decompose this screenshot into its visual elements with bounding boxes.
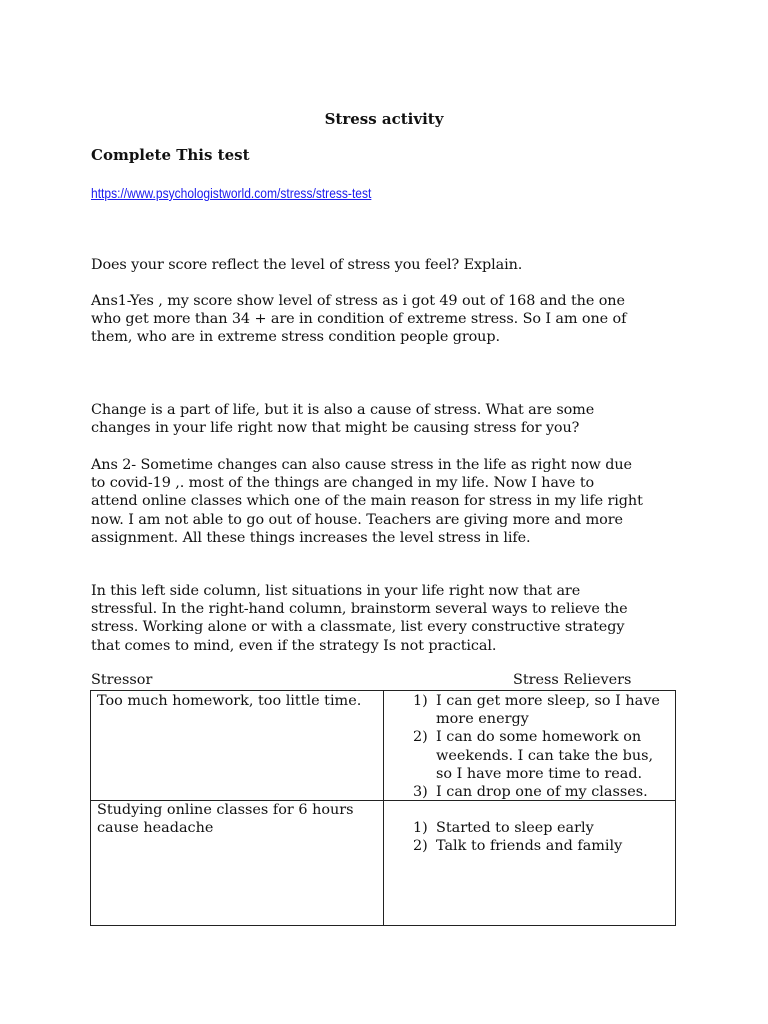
question-1: Does your score reflect the level of stress you feel? Explain. (91, 257, 523, 273)
table-row-2-stressor: Studying online classes for 6 hours cause headache (97, 802, 354, 837)
list-item: 2) I can do some homework on weekends. I can take the bus, so I have more time to read. (413, 729, 654, 782)
column-header-stress-relievers: Stress Relievers (513, 672, 632, 688)
stress-test-link[interactable]: https://www.psychologistworld.com/stress/stress-test (91, 185, 372, 201)
table-row-2-relievers (413, 819, 622, 855)
document-title: Stress activity (324, 110, 444, 128)
table-row-1-stressor: Too much homework, too little time. (97, 693, 362, 709)
document-subtitle: Complete This test (91, 146, 250, 164)
instructions: In this left side column, list situations in your life right now that are stressful. In the right-hand column, brainstorm several ways to relieve the stress. Working alone or with a classmate, list every constructive strategy that comes to mind, even if the strategy Is not practical. (91, 583, 628, 654)
stress-table (90, 690, 676, 926)
answer-1: Ans1-Yes , my score show level of stress as i got 49 out of 168 and the one who get more than 34 + are in condition of extreme stress. So I am one of them, who are in extreme stress condition people group. (91, 293, 627, 346)
list-item: 1) Started to sleep early (413, 820, 594, 836)
list-item: 1) I can get more sleep, so I have more energy (413, 693, 660, 728)
list-item: 2) Talk to friends and family (413, 838, 623, 855)
column-divider (383, 691, 384, 925)
table-row-1-relievers (413, 692, 660, 801)
column-header-stressor: Stressor (91, 672, 153, 688)
question-2: Change is a part of life, but it is also a cause of stress. What are some changes in your life right now that might be causing stress for you? (91, 402, 595, 437)
list-item: 3) I can drop one of my classes. (413, 784, 648, 801)
answer-2: Ans 2- Sometime changes can also cause stress in the life as right now due to covid-19 ,. most of the things are changed in my life. Now I have to attend online classes which one of the main reason for stress in my life right now. I am not able to go out of house. Teachers are giving more and more assignment. All these things increases the level stress in life. (91, 457, 643, 546)
